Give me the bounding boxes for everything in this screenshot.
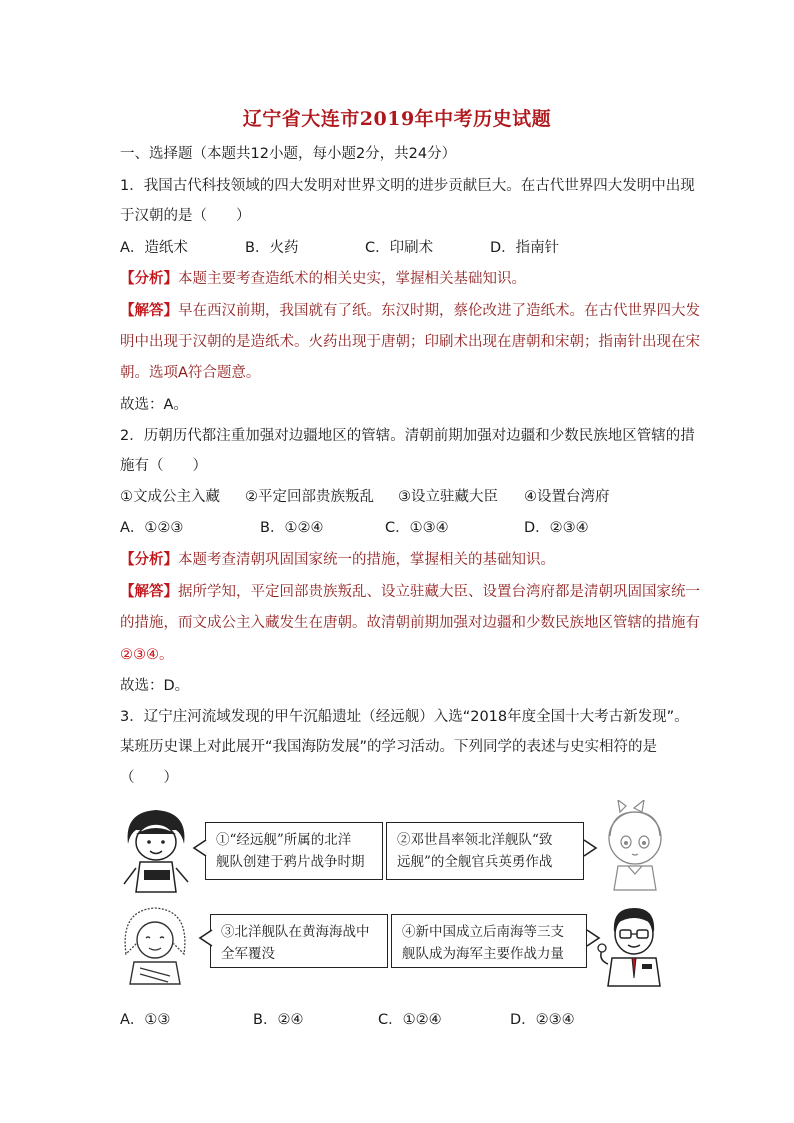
speech-bubble-3 bbox=[210, 914, 388, 968]
bubble-3-pointer bbox=[198, 928, 214, 948]
student-girl-bow-illustration bbox=[598, 800, 672, 892]
speech-bubble-4 bbox=[391, 914, 587, 968]
q2-answer-line3: ②③④。 bbox=[120, 647, 174, 663]
q2-stem-line2: 施有（ ） bbox=[120, 458, 207, 474]
q1-answer-text1: 早在西汉前期，我国就有了纸。东汉时期，蔡伦改进了造纸术。在古代世界四大发 bbox=[178, 303, 700, 319]
q2-item-2: ②平定回部贵族叛乱 bbox=[245, 489, 374, 505]
q2-analysis-tag: 【分析】 bbox=[120, 552, 178, 568]
q2-item-1: ①文成公主入藏 bbox=[120, 489, 220, 505]
q1-stem-line1: 1．我国古代科技领域的四大发明对世界文明的进步贡献巨大。在古代世界四大发明中出现 bbox=[120, 178, 695, 194]
q2-option-c: C．①③④ bbox=[385, 520, 449, 536]
bubble-2-line1: ②邓世昌率领北洋舰队“致 bbox=[397, 832, 553, 848]
section-heading: 一、选择题（本题共12小题，每小题2分，共24分） bbox=[120, 146, 457, 162]
q2-item-3: ③设立驻藏大臣 bbox=[398, 489, 498, 505]
q1-option-a: A．造纸术 bbox=[120, 240, 188, 256]
q3-option-b: B．②④ bbox=[253, 1012, 304, 1028]
q1-option-d: D．指南针 bbox=[490, 240, 560, 256]
q1-answer-line3: 朝。选项A符合题意。 bbox=[120, 365, 261, 381]
q2-analysis-text: 本题考查清朝巩固国家统一的措施，掌握相关的基础知识。 bbox=[178, 552, 555, 568]
q3-option-c: C．①②④ bbox=[378, 1012, 442, 1028]
q3-stem-line2: 某班历史课上对此展开“我国海防发展”的学习活动。下列同学的表述与史实相符的是 bbox=[120, 739, 658, 755]
q3-stem-line3: （ ） bbox=[120, 770, 178, 786]
q1-analysis-tag: 【分析】 bbox=[120, 271, 178, 287]
speech-bubble-1 bbox=[205, 822, 383, 880]
q3-option-a: A．①③ bbox=[120, 1012, 171, 1028]
bubble-3-line2: 全军覆没 bbox=[221, 946, 275, 962]
q1-analysis-text: 本题主要考查造纸术的相关史实，掌握相关基础知识。 bbox=[178, 271, 526, 287]
q2-answer-line1 bbox=[120, 582, 700, 602]
bubble-1-line1: ①“经远舰”所属的北洋 bbox=[216, 832, 352, 848]
q2-item-4: ④设置台湾府 bbox=[524, 489, 610, 505]
q1-stem-line2: 于汉朝的是（ ） bbox=[120, 208, 251, 224]
q1-option-c: C．印刷术 bbox=[365, 240, 434, 256]
q1-answer-line1 bbox=[120, 301, 700, 321]
bubble-3-line1: ③北洋舰队在黄海海战中 bbox=[221, 924, 370, 940]
student-boy-glasses-illustration bbox=[594, 902, 674, 988]
q2-option-d: D．②③④ bbox=[524, 520, 589, 536]
q1-choice: 故选：A。 bbox=[120, 397, 188, 413]
q1-answer-tag: 【解答】 bbox=[120, 303, 178, 319]
q3-stem-line1: 3．辽宁庄河流域发现的甲午沉船遗址（经远舰）入选“2018年度全国十大考古新发现”。 bbox=[120, 709, 689, 725]
student-girl-curly-illustration bbox=[118, 904, 192, 986]
student-girl-bob-illustration bbox=[120, 804, 192, 894]
bubble-1-pointer bbox=[192, 838, 208, 858]
q2-choice: 故选：D。 bbox=[120, 678, 190, 694]
q3-option-d: D．②③④ bbox=[510, 1012, 575, 1028]
bubble-4-line2: 舰队成为海军主要作战力量 bbox=[402, 946, 564, 962]
speech-bubble-2 bbox=[386, 822, 584, 880]
page-title: 辽宁省大连市2019年中考历史试题 bbox=[242, 108, 552, 130]
bubble-2-line2: 远舰”的全舰官兵英勇作战 bbox=[397, 854, 553, 870]
q1-analysis bbox=[120, 269, 680, 289]
q2-option-b: B．①②④ bbox=[260, 520, 324, 536]
q2-answer-tag: 【解答】 bbox=[120, 584, 178, 600]
bubble-4-line1: ④新中国成立后南海等三支 bbox=[402, 924, 564, 940]
bubble-1-line2: 舰队创建于鸦片战争时期 bbox=[216, 854, 365, 870]
q2-analysis bbox=[120, 550, 680, 570]
q1-option-b: B．火药 bbox=[245, 240, 299, 256]
q1-answer-line2: 明中出现于汉朝的是造纸术。火药出现于唐朝；印刷术出现在唐朝和宋朝；指南针出现在宋 bbox=[120, 334, 700, 350]
bubble-2-pointer bbox=[582, 838, 598, 858]
q2-stem-line1: 2．历朝历代都注重加强对边疆地区的管辖。清朝前期加强对边疆和少数民族地区管辖的措 bbox=[120, 428, 695, 444]
q2-answer-line2: 的措施，而文成公主入藏发生在唐朝。故清朝前期加强对边疆和少数民族地区管辖的措施有 bbox=[120, 615, 700, 631]
q2-option-a: A．①②③ bbox=[120, 520, 184, 536]
q2-answer-text1: 据所学知，平定回部贵族叛乱、设立驻藏大臣、设置台湾府都是清朝巩固国家统一 bbox=[178, 584, 700, 600]
